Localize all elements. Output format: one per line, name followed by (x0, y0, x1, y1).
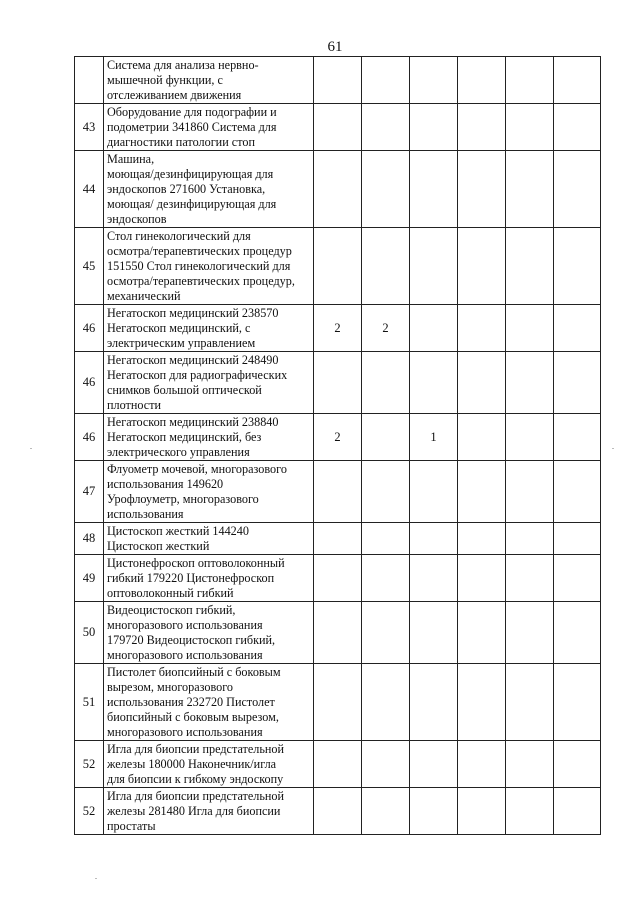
row-number: 44 (75, 151, 104, 228)
table-row (75, 555, 601, 602)
item-description: Негатоскоп медицинский 248490 Негатоскоп для радиографических снимков большой оптической плотности (104, 352, 314, 414)
quantity-cell (554, 151, 601, 228)
quantity-cell (410, 788, 458, 835)
quantity-cell (362, 523, 410, 555)
table-row (75, 664, 601, 741)
quantity-cell (506, 305, 554, 352)
quantity-cell (362, 414, 410, 461)
quantity-cell (410, 151, 458, 228)
quantity-cell (506, 352, 554, 414)
quantity-cell (362, 57, 410, 104)
item-description: Негатоскоп медицинский 238840 Негатоскоп медицинский, без электрического управления (104, 414, 314, 461)
row-number: 52 (75, 788, 104, 835)
scan-speck (95, 878, 97, 879)
quantity-cell (458, 523, 506, 555)
quantity-cell: 1 (410, 414, 458, 461)
quantity-cell (410, 664, 458, 741)
quantity-cell (554, 461, 601, 523)
item-description: Цистоскоп жесткий 144240 Цистоскоп жесткий (104, 523, 314, 555)
quantity-cell (314, 555, 362, 602)
quantity-cell (458, 414, 506, 461)
scan-speck (612, 448, 614, 449)
item-description: Игла для биопсии предстательной железы 281480 Игла для биопсии простаты (104, 788, 314, 835)
quantity-cell (506, 741, 554, 788)
quantity-cell (314, 461, 362, 523)
quantity-cell (314, 228, 362, 305)
quantity-cell (362, 741, 410, 788)
quantity-cell (554, 228, 601, 305)
quantity-cell (458, 461, 506, 523)
table-row (75, 461, 601, 523)
quantity-cell (458, 57, 506, 104)
row-number: 46 (75, 352, 104, 414)
quantity-cell (362, 602, 410, 664)
quantity-cell (362, 151, 410, 228)
row-number: 47 (75, 461, 104, 523)
quantity-cell (410, 352, 458, 414)
table-row (75, 305, 601, 352)
table-row (75, 414, 601, 461)
quantity-cell (314, 57, 362, 104)
row-number (75, 57, 104, 104)
quantity-cell (458, 228, 506, 305)
scan-speck (30, 448, 32, 449)
quantity-cell (410, 305, 458, 352)
row-number: 52 (75, 741, 104, 788)
quantity-cell (314, 352, 362, 414)
quantity-cell (314, 151, 362, 228)
table-row (75, 57, 601, 104)
quantity-cell (506, 414, 554, 461)
quantity-cell: 2 (314, 305, 362, 352)
quantity-cell (506, 461, 554, 523)
quantity-cell (458, 788, 506, 835)
item-description: Система для анализа нервно- мышечной функции, с отслеживанием движения (104, 57, 314, 104)
quantity-cell (554, 523, 601, 555)
row-number: 51 (75, 664, 104, 741)
quantity-cell: 2 (362, 305, 410, 352)
page-number: 61 (327, 39, 343, 55)
quantity-cell (458, 664, 506, 741)
quantity-cell (506, 228, 554, 305)
quantity-cell (458, 741, 506, 788)
table-row (75, 352, 601, 414)
quantity-cell (410, 741, 458, 788)
item-description: Машина, моющая/дезинфицирующая для эндоскопов 271600 Установка, моющая/ дезинфицирующая для эндоскопов (104, 151, 314, 228)
quantity-cell (458, 104, 506, 151)
row-number: 50 (75, 602, 104, 664)
quantity-cell (362, 461, 410, 523)
quantity-cell (554, 414, 601, 461)
quantity-cell (506, 523, 554, 555)
quantity-cell (410, 104, 458, 151)
table-row (75, 228, 601, 305)
quantity-cell (554, 602, 601, 664)
quantity-cell (314, 664, 362, 741)
quantity-cell (506, 151, 554, 228)
quantity-cell (458, 555, 506, 602)
quantity-cell (410, 523, 458, 555)
item-description: Игла для биопсии предстательной железы 180000 Наконечник/игла для биопсии к гибкому эндоскопу (104, 741, 314, 788)
quantity-cell (362, 555, 410, 602)
quantity-cell (410, 57, 458, 104)
table-body (75, 57, 601, 835)
quantity-cell (314, 104, 362, 151)
quantity-cell (410, 555, 458, 602)
row-number: 46 (75, 414, 104, 461)
table-row (75, 104, 601, 151)
quantity-cell (554, 305, 601, 352)
quantity-cell (410, 228, 458, 305)
quantity-cell (410, 602, 458, 664)
quantity-cell (458, 151, 506, 228)
item-description: Цистонефроскоп оптоволоконный гибкий 179220 Цистонефроскоп оптоволоконный гибкий (104, 555, 314, 602)
quantity-cell (458, 352, 506, 414)
quantity-cell (362, 352, 410, 414)
quantity-cell (554, 57, 601, 104)
row-number: 48 (75, 523, 104, 555)
table-row (75, 151, 601, 228)
quantity-cell (554, 664, 601, 741)
row-number: 45 (75, 228, 104, 305)
item-description: Видеоцистоскоп гибкий, многоразового использования 179720 Видеоцистоскоп гибкий, многоразового использования (104, 602, 314, 664)
quantity-cell (506, 555, 554, 602)
quantity-cell (554, 104, 601, 151)
quantity-cell (314, 523, 362, 555)
quantity-cell (362, 228, 410, 305)
row-number: 49 (75, 555, 104, 602)
item-description: Негатоскоп медицинский 238570 Негатоскоп медицинский, с электрическим управлением (104, 305, 314, 352)
quantity-cell (314, 602, 362, 664)
quantity-cell: 2 (314, 414, 362, 461)
quantity-cell (554, 555, 601, 602)
table-row (75, 788, 601, 835)
item-description: Оборудование для подографии и подометрии 341860 Система для диагностики патологии стоп (104, 104, 314, 151)
item-description: Флуометр мочевой, многоразового использования 149620 Урофлоуметр, многоразового использования (104, 461, 314, 523)
quantity-cell (554, 788, 601, 835)
quantity-cell (458, 602, 506, 664)
row-number: 46 (75, 305, 104, 352)
quantity-cell (362, 788, 410, 835)
quantity-cell (458, 305, 506, 352)
table-row (75, 602, 601, 664)
quantity-cell (506, 788, 554, 835)
quantity-cell (506, 57, 554, 104)
quantity-cell (554, 352, 601, 414)
row-number: 43 (75, 104, 104, 151)
quantity-cell (410, 461, 458, 523)
quantity-cell (314, 788, 362, 835)
item-description: Пистолет биопсийный с боковым вырезом, многоразового использования 232720 Пистолет биопсийный с боковым вырезом, многоразового использования (104, 664, 314, 741)
quantity-cell (362, 664, 410, 741)
table-row (75, 741, 601, 788)
quantity-cell (506, 104, 554, 151)
quantity-cell (506, 664, 554, 741)
table-row (75, 523, 601, 555)
quantity-cell (362, 104, 410, 151)
quantity-cell (314, 741, 362, 788)
quantity-cell (554, 741, 601, 788)
equipment-table (74, 56, 601, 835)
quantity-cell (506, 602, 554, 664)
item-description: Стол гинекологический для осмотра/терапевтических процедур 151550 Стол гинекологический для осмотра/терапевтических процедур, механический (104, 228, 314, 305)
